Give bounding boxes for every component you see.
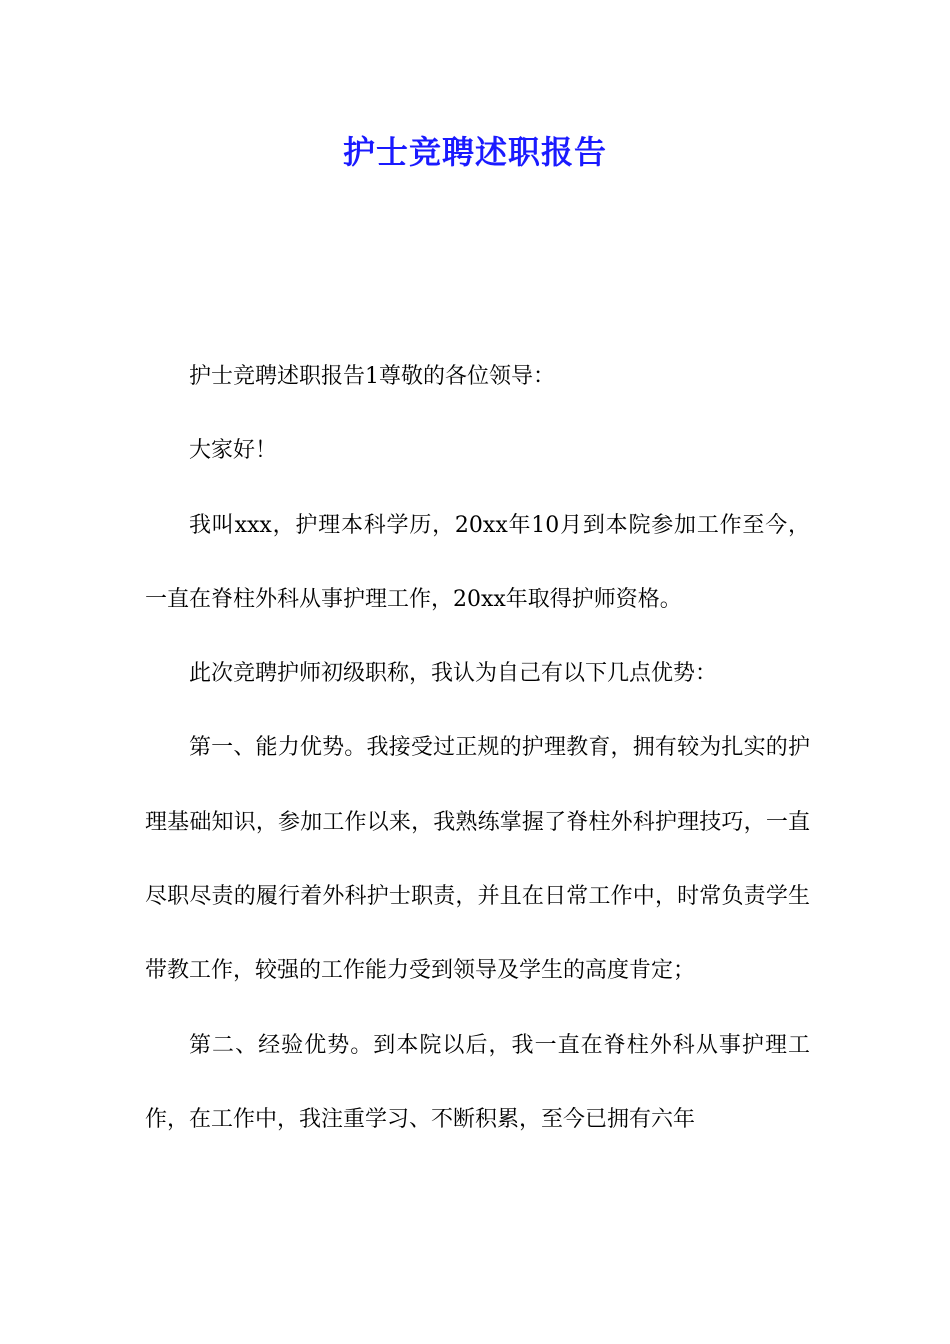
paragraph-introduction: 我叫xxx，护理本科学历，20xx年10月到本院参加工作至今，一直在脊柱外科从事护理工作，20xx年取得护师资格。 <box>145 512 810 612</box>
paragraph-greeting: 大家好！ <box>189 438 278 464</box>
paragraph-ability-advantage: 第一、能力优势。我接受过正规的护理教育，拥有较为扎实的护理基础知识，参加工作以来，我熟练掌握了脊柱外科护理技巧，一直尽职尽责的履行着外科护士职责，并且在日常工作中，时常负责学生带教工作，较强的工作能力受到领导及学生的高度肯定； <box>145 735 810 984</box>
paragraph-salutation: 护士竞聘述职报告1尊敬的各位领导： <box>189 364 555 389</box>
document-title: 护士竞聘述职报告 <box>342 133 607 171</box>
document-body <box>145 340 810 1157</box>
paragraph-experience-advantage: 第二、经验优势。到本院以后，我一直在脊柱外科从事护理工作，在工作中，我注重学习、不断积累，至今已拥有六年 <box>145 1032 810 1132</box>
paragraph-advantages-intro: 此次竞聘护师初级职称，我认为自己有以下几点优势： <box>189 661 718 687</box>
